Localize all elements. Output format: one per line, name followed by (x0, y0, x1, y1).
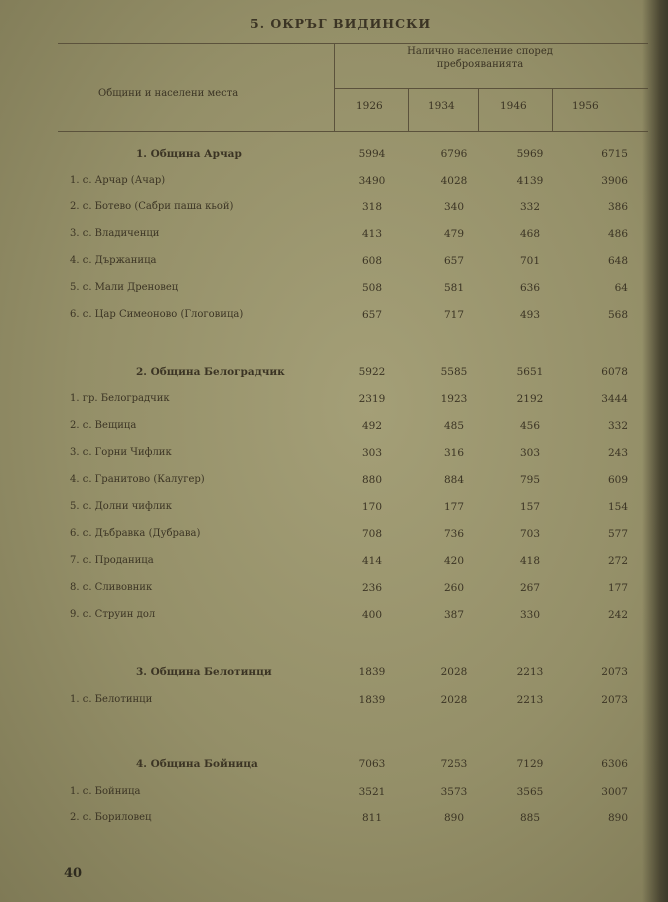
locality-label: 5. с. Мали Дреновец (70, 282, 179, 293)
population-value-1926: 414 (361, 555, 383, 567)
table-row (0, 447, 668, 465)
population-value-1926: 880 (361, 474, 383, 486)
population-value-1926: 400 (361, 609, 383, 621)
population-value-1934: 581 (443, 282, 465, 294)
locality-label: 3. с. Владиченци (70, 228, 160, 239)
municipality-label: 3. Община Белотинци (136, 666, 272, 678)
year-1946: 1946 (500, 100, 527, 112)
population-value-1926: 1839 (358, 666, 386, 678)
table-row (0, 694, 668, 712)
population-value-1946: 456 (519, 420, 541, 432)
population-value-1956: 609 (607, 474, 628, 486)
population-value-1934: 6796 (440, 148, 468, 160)
table-row (0, 555, 668, 573)
population-value-1956: 154 (607, 501, 628, 513)
population-value-1934: 2028 (440, 666, 468, 678)
population-value-1956: 3906 (601, 175, 628, 187)
page-title: 5. ОКРЪГ ВИДИНСКИ (250, 16, 432, 31)
population-value-1956: 332 (607, 420, 628, 432)
population-value-1946: 2192 (516, 393, 544, 405)
population-value-1926: 1839 (358, 694, 386, 706)
population-value-1926: 5922 (358, 366, 386, 378)
header-mid-rule (334, 88, 648, 89)
year-1956: 1956 (572, 100, 599, 112)
table-row (0, 175, 668, 193)
population-value-1946: 468 (519, 228, 541, 240)
locality-label: 7. с. Проданица (70, 555, 154, 566)
population-value-1946: 636 (519, 282, 541, 294)
locality-label: 1. с. Белотинци (70, 694, 153, 705)
population-value-1946: 330 (519, 609, 541, 621)
table-row (0, 309, 668, 327)
locality-label: 3. с. Горни Чифлик (70, 447, 172, 458)
page-number: 40 (64, 866, 83, 881)
locality-label: 9. с. Струин дол (70, 609, 156, 620)
table-row (0, 282, 668, 300)
population-value-1956: 6078 (601, 366, 628, 378)
population-value-1926: 608 (361, 255, 383, 267)
population-value-1946: 703 (519, 528, 541, 540)
population-value-1956: 6715 (601, 148, 628, 160)
page-edge-shadow (642, 0, 668, 902)
population-value-1934: 890 (443, 812, 465, 824)
population-value-1946: 5651 (516, 366, 544, 378)
table-row (0, 201, 668, 219)
year-divider-3 (552, 88, 553, 131)
population-value-1926: 2319 (358, 393, 386, 405)
table-row (0, 366, 668, 384)
population-value-1956: 6306 (601, 758, 628, 770)
table-row (0, 758, 668, 776)
year-1926: 1926 (356, 100, 383, 112)
population-value-1946: 157 (519, 501, 541, 513)
population-value-1934: 316 (443, 447, 465, 459)
population-value-1934: 2028 (440, 694, 468, 706)
table-row (0, 582, 668, 600)
table-row (0, 609, 668, 627)
population-value-1926: 657 (361, 309, 383, 321)
column-header-localities: Общини и населени места (98, 88, 239, 99)
population-value-1934: 657 (443, 255, 465, 267)
municipality-label: 4. Община Бойница (136, 758, 258, 770)
table-row (0, 393, 668, 411)
population-value-1956: 272 (607, 555, 628, 567)
table-row (0, 420, 668, 438)
locality-label: 1. гр. Белоградчик (70, 393, 170, 404)
population-value-1946: 267 (519, 582, 541, 594)
population-value-1926: 3521 (358, 786, 386, 798)
table-row (0, 148, 668, 166)
population-value-1956: 386 (607, 201, 628, 213)
population-value-1946: 2213 (516, 694, 544, 706)
population-value-1926: 708 (361, 528, 383, 540)
year-divider-2 (478, 88, 479, 131)
population-value-1934: 4028 (440, 175, 468, 187)
year-divider-1 (408, 88, 409, 131)
population-value-1926: 303 (361, 447, 383, 459)
population-value-1926: 170 (361, 501, 383, 513)
population-value-1956: 2073 (601, 694, 628, 706)
population-header-line-1: Налично население според (407, 46, 553, 57)
population-value-1934: 5585 (440, 366, 468, 378)
locality-label: 1. с. Бойница (70, 786, 141, 797)
population-value-1926: 5994 (358, 148, 386, 160)
population-value-1956: 64 (614, 282, 628, 294)
population-value-1946: 418 (519, 555, 541, 567)
locality-label: 6. с. Цар Симеоново (Глоговица) (70, 309, 244, 320)
population-value-1934: 736 (443, 528, 465, 540)
population-value-1956: 3444 (601, 393, 628, 405)
locality-label: 5. с. Долни чифлик (70, 501, 173, 512)
population-value-1956: 890 (607, 812, 628, 824)
table-row (0, 666, 668, 684)
population-value-1946: 7129 (516, 758, 544, 770)
population-value-1956: 577 (607, 528, 628, 540)
population-value-1926: 508 (361, 282, 383, 294)
locality-label: 4. с. Държаница (70, 255, 157, 266)
population-value-1934: 884 (443, 474, 465, 486)
population-value-1926: 7063 (358, 758, 386, 770)
table-row (0, 228, 668, 246)
population-value-1934: 177 (443, 501, 465, 513)
population-value-1934: 717 (443, 309, 465, 321)
header-bottom-rule (58, 131, 648, 132)
locality-label: 2. с. Вещица (70, 420, 137, 431)
population-value-1926: 236 (361, 582, 383, 594)
population-value-1946: 332 (519, 201, 541, 213)
table-row (0, 255, 668, 273)
population-value-1934: 3573 (440, 786, 468, 798)
population-value-1946: 4139 (516, 175, 544, 187)
population-value-1946: 701 (519, 255, 541, 267)
population-value-1956: 177 (607, 582, 628, 594)
population-value-1946: 795 (519, 474, 541, 486)
population-value-1926: 3490 (358, 175, 386, 187)
year-1934: 1934 (428, 100, 455, 112)
population-value-1956: 242 (607, 609, 628, 621)
population-value-1956: 2073 (601, 666, 628, 678)
population-value-1956: 568 (607, 309, 628, 321)
population-value-1956: 648 (607, 255, 628, 267)
population-value-1926: 318 (361, 201, 383, 213)
population-value-1946: 885 (519, 812, 541, 824)
population-value-1956: 3007 (601, 786, 628, 798)
population-value-1934: 260 (443, 582, 465, 594)
population-value-1934: 479 (443, 228, 465, 240)
population-value-1926: 811 (361, 812, 383, 824)
population-value-1956: 243 (607, 447, 628, 459)
header-top-rule (58, 43, 648, 44)
population-value-1946: 3565 (516, 786, 544, 798)
population-value-1934: 420 (443, 555, 465, 567)
population-value-1934: 7253 (440, 758, 468, 770)
population-header-line-2: преброяванията (436, 59, 524, 70)
population-value-1946: 303 (519, 447, 541, 459)
population-value-1934: 387 (443, 609, 465, 621)
population-value-1926: 413 (361, 228, 383, 240)
locality-label: 1. с. Арчар (Ачар) (70, 175, 166, 186)
locality-label: 2. с. Бориловец (70, 812, 152, 823)
table-row (0, 528, 668, 546)
column-header-population (360, 45, 600, 71)
locality-label: 4. с. Гранитово (Калугер) (70, 474, 205, 485)
municipality-label: 2. Община Белоградчик (136, 366, 285, 378)
population-value-1934: 485 (443, 420, 465, 432)
locality-label: 8. с. Сливовник (70, 582, 153, 593)
population-value-1946: 2213 (516, 666, 544, 678)
municipality-label: 1. Община Арчар (136, 148, 242, 160)
table-row (0, 812, 668, 830)
population-value-1934: 1923 (440, 393, 468, 405)
table-row (0, 501, 668, 519)
locality-label: 2. с. Ботево (Сабри паша кьой) (70, 201, 234, 212)
locality-label: 6. с. Дъбравка (Дубрава) (70, 528, 201, 539)
table-row (0, 786, 668, 804)
population-value-1956: 486 (607, 228, 628, 240)
population-value-1934: 340 (443, 201, 465, 213)
population-value-1926: 492 (361, 420, 383, 432)
population-value-1946: 5969 (516, 148, 544, 160)
header-vertical-rule (334, 43, 335, 131)
population-value-1946: 493 (519, 309, 541, 321)
table-row (0, 474, 668, 492)
